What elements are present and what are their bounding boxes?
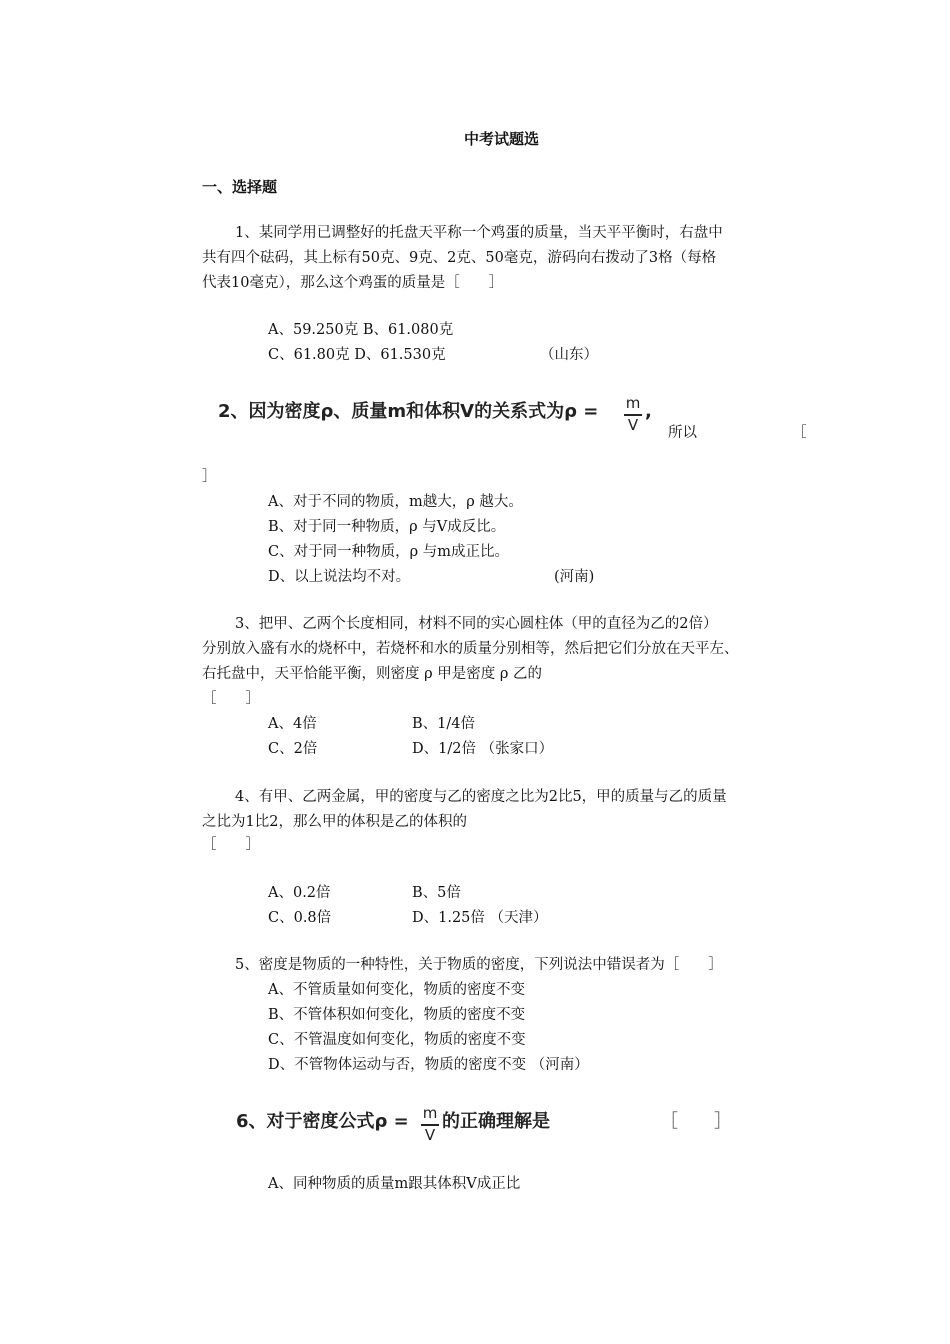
q5-option-c: C、不管温度如何变化，物质的密度不变 [268,1032,526,1048]
q3-option-c: C、2倍 [268,741,318,757]
q2-suffix: 所以 [668,425,697,441]
q3-line-2: 分别放入盛有水的烧杯中，若烧杯和水的质量分别相等，然后把它们分放在天平左、 [202,641,739,657]
q1-options-ab: A、59.250克 B、61.080克 [268,322,454,338]
q3-line-3: 右托盘中，天平恰能平衡，则密度 ρ 甲是密度 ρ 乙的 [202,666,542,682]
q1-options-cd: C、61.80克 D、61.530克 [268,347,446,363]
q5-option-d: D、不管物体运动与否，物质的密度不变 （河南） [268,1057,589,1073]
q6-fraction-numerator: m [422,1104,438,1122]
q4-bracket: ［ ］ [202,837,260,853]
q2-bracket-close: ］ [202,469,217,485]
q2-formula-prefix: 2、因为密度ρ、质量m和体积V的关系式为ρ = [218,401,599,422]
q1-source: （山东） [540,347,598,363]
q1-line-1: 1、某同学用已调整好的托盘天平称一个鸡蛋的质量，当天平平衡时，右盘中 [235,225,723,241]
q4-option-b: B、5倍 [412,885,461,901]
q1-line-2: 共有四个砝码，其上标有50克、9克、2克、50毫克，游码向右拨动了3格（每格 [202,250,717,266]
q3-option-d: D、1/2倍 （张家口） [412,741,554,757]
q4-option-d: D、1.25倍 （天津） [412,910,548,926]
q2-source: (河南) [554,569,595,585]
q3-line-1: 3、把甲、乙两个长度相同，材料不同的实心圆柱体（甲的直径为乙的2倍） [235,616,718,632]
q1-line-3: 代表10毫克），那么这个鸡蛋的质量是［ ］ [202,275,504,291]
q5-option-b: B、不管体积如何变化，物质的密度不变 [268,1007,526,1023]
q2-fraction-numerator: m [625,394,641,412]
q2-fraction-denominator: V [627,416,639,434]
q4-option-c: C、0.8倍 [268,910,332,926]
section-heading: 一、选择题 [202,178,278,196]
q2-option-a: A、对于不同的物质，m越大，ρ 越大。 [268,494,523,510]
q5-line-1: 5、密度是物质的一种特性，关于物质的密度，下列说法中错误者为［ ］ [235,957,723,973]
q2-formula-comma: , [645,401,652,422]
q6-option-a: A、同种物质的质量m跟其体积V成正比 [268,1176,521,1192]
q3-option-b: B、1/4倍 [412,716,475,732]
q2-bracket-open: ［ [792,425,807,441]
q4-option-a: A、0.2倍 [268,885,331,901]
q3-bracket: ［ ］ [202,691,260,707]
q4-line-1: 4、有甲、乙两金属，甲的密度与乙的密度之比为2比5，甲的质量与乙的质量 [235,789,727,805]
q6-bracket: ［ ］ [660,1111,732,1132]
q4-line-2: 之比为1比2，那么甲的体积是乙的体积的 [202,814,467,830]
q6-formula-prefix: 6、对于密度公式ρ = [236,1111,409,1132]
q5-option-a: A、不管质量如何变化，物质的密度不变 [268,982,525,998]
q2-option-d: D、以上说法均不对。 [268,569,411,585]
q2-option-b: B、对于同一种物质，ρ 与V成反比。 [268,519,506,535]
q2-option-c: C、对于同一种物质，ρ 与m成正比。 [268,544,509,560]
q6-formula-suffix: 的正确理解是 [442,1111,550,1132]
q6-fraction-denominator: V [424,1126,436,1144]
q3-option-a: A、4倍 [268,716,317,732]
page-title: 中考试题选 [464,130,540,148]
